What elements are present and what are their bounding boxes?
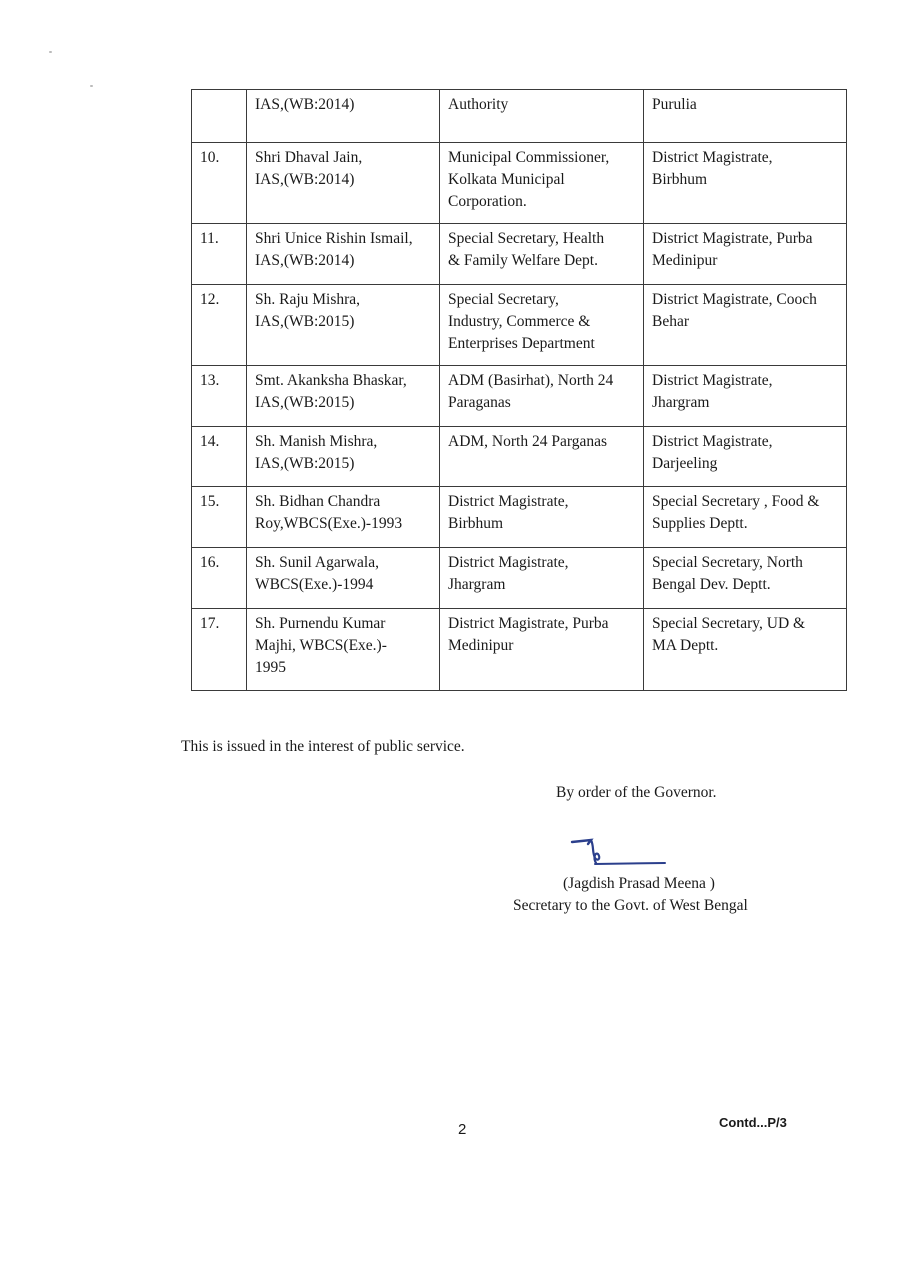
cell-text-line: IAS,(WB:2015)	[255, 455, 355, 472]
present-posting-cell	[440, 143, 644, 224]
new-posting-cell	[644, 224, 847, 285]
scan-speck	[90, 85, 93, 87]
cell-text-line: District Magistrate, Cooch	[652, 291, 817, 308]
present-posting-cell	[440, 427, 644, 487]
officer-name-cell	[247, 427, 440, 487]
officer-name-cell	[247, 143, 440, 224]
present-posting-cell	[440, 285, 644, 366]
cell-text-line: Enterprises Department	[448, 335, 595, 352]
cell-text-line: Shri Unice Rishin Ismail,	[255, 230, 413, 247]
officer-name-cell	[247, 548, 440, 609]
cell-text-line: Sh. Manish Mishra,	[255, 433, 378, 450]
new-posting-cell	[644, 427, 847, 487]
serial-number: 14.	[200, 433, 220, 450]
new-posting-cell	[644, 285, 847, 366]
table-row	[192, 609, 847, 691]
cell-text-line: Special Secretary, Health	[448, 230, 605, 247]
table-row	[192, 548, 847, 609]
serial-number-cell	[192, 90, 247, 143]
table-row	[192, 224, 847, 285]
cell-text-line: ADM, North 24 Parganas	[448, 433, 608, 450]
cell-text-line: Special Secretary , Food &	[652, 493, 820, 510]
page-number: 2	[458, 1121, 467, 1138]
present-posting-cell	[440, 487, 644, 548]
cell-text-line: MA Deptt.	[652, 637, 719, 654]
serial-number: 12.	[200, 291, 220, 308]
cell-text-line: IAS,(WB:2015)	[255, 394, 355, 411]
cell-text-line: Purulia	[652, 96, 697, 113]
serial-number: 15.	[200, 493, 220, 510]
new-posting-cell	[644, 143, 847, 224]
table-row	[192, 366, 847, 427]
cell-text-line: District Magistrate,	[448, 493, 569, 510]
cell-text-line: Corporation.	[448, 193, 527, 210]
cell-text-line: ADM (Basirhat), North 24	[448, 372, 614, 389]
serial-number: 11.	[200, 230, 219, 247]
cell-text-line: & Family Welfare Dept.	[448, 252, 598, 269]
new-posting-cell	[644, 366, 847, 427]
serial-number-cell	[192, 366, 247, 427]
cell-text-line: Behar	[652, 313, 690, 330]
serial-number: 10.	[200, 149, 220, 166]
posting-table	[191, 89, 847, 691]
table-row	[192, 285, 847, 366]
cell-text-line: Sh. Sunil Agarwala,	[255, 554, 379, 571]
cell-text-line: Kolkata Municipal	[448, 171, 565, 188]
present-posting-cell	[440, 366, 644, 427]
posting-table-body	[192, 90, 847, 691]
continued-note: Contd...P/3	[719, 1115, 787, 1130]
serial-number: 16.	[200, 554, 220, 571]
cell-text-line: Sh. Raju Mishra,	[255, 291, 361, 308]
cell-text-line: Majhi, WBCS(Exe.)-	[255, 637, 387, 654]
table-row	[192, 143, 847, 224]
cell-text-line: IAS,(WB:2014)	[255, 252, 355, 269]
new-posting-cell	[644, 487, 847, 548]
cell-text-line: Paraganas	[448, 394, 511, 411]
cell-text-line: WBCS(Exe.)-1994	[255, 576, 374, 593]
cell-text-line: Special Secretary, UD &	[652, 615, 806, 632]
signature	[565, 832, 675, 872]
serial-number-cell	[192, 548, 247, 609]
scan-speck	[49, 51, 52, 53]
officer-name-cell	[247, 90, 440, 143]
cell-text-line: District Magistrate,	[652, 372, 773, 389]
cell-text-line: IAS,(WB:2015)	[255, 313, 355, 330]
cell-text-line: Jhargram	[652, 394, 710, 411]
cell-text-line: District Magistrate,	[652, 149, 773, 166]
serial-number-cell	[192, 224, 247, 285]
public-service-note: This is issued in the interest of public service.	[181, 738, 465, 755]
table-row	[192, 487, 847, 548]
table-row	[192, 427, 847, 487]
cell-text-line: Special Secretary, North	[652, 554, 803, 571]
cell-text-line: Jhargram	[448, 576, 506, 593]
officer-name-cell	[247, 487, 440, 548]
cell-text-line: District Magistrate, Purba	[448, 615, 609, 632]
cell-text-line: Sh. Bidhan Chandra	[255, 493, 381, 510]
present-posting-cell	[440, 90, 644, 143]
table-row	[192, 90, 847, 143]
cell-text-line: Sh. Purnendu Kumar	[255, 615, 386, 632]
new-posting-cell	[644, 609, 847, 691]
cell-text-line: District Magistrate, Purba	[652, 230, 813, 247]
cell-text-line: Birbhum	[448, 515, 504, 532]
cell-text-line: Medinipur	[652, 252, 718, 269]
cell-text-line: 1995	[255, 659, 286, 676]
cell-text-line: IAS,(WB:2014)	[255, 96, 355, 113]
officer-name-cell	[247, 609, 440, 691]
present-posting-cell	[440, 224, 644, 285]
cell-text-line: District Magistrate,	[448, 554, 569, 571]
signatory-title: Secretary to the Govt. of West Bengal	[513, 897, 748, 914]
serial-number-cell	[192, 487, 247, 548]
cell-text-line: District Magistrate,	[652, 433, 773, 450]
cell-text-line: Medinipur	[448, 637, 514, 654]
cell-text-line: Shri Dhaval Jain,	[255, 149, 363, 166]
cell-text-line: Roy,WBCS(Exe.)-1993	[255, 515, 403, 532]
present-posting-cell	[440, 548, 644, 609]
cell-text-line: Municipal Commissioner,	[448, 149, 610, 166]
cell-text-line: IAS,(WB:2014)	[255, 171, 355, 188]
serial-number-cell	[192, 143, 247, 224]
serial-number-cell	[192, 609, 247, 691]
cell-text-line: Authority	[448, 96, 509, 113]
cell-text-line: Industry, Commerce &	[448, 313, 591, 330]
cell-text-line: Birbhum	[652, 171, 708, 188]
serial-number: 17.	[200, 615, 220, 632]
new-posting-cell	[644, 548, 847, 609]
serial-number: 13.	[200, 372, 220, 389]
signatory-name: (Jagdish Prasad Meena )	[563, 875, 715, 892]
serial-number-cell	[192, 427, 247, 487]
new-posting-cell	[644, 90, 847, 143]
cell-text-line: Smt. Akanksha Bhaskar,	[255, 372, 407, 389]
cell-text-line: Special Secretary,	[448, 291, 559, 308]
cell-text-line: Supplies Deptt.	[652, 515, 748, 532]
cell-text-line: Bengal Dev. Deptt.	[652, 576, 771, 593]
serial-number-cell	[192, 285, 247, 366]
order-line: By order of the Governor.	[556, 784, 717, 801]
officer-name-cell	[247, 224, 440, 285]
cell-text-line: Darjeeling	[652, 455, 718, 472]
officer-name-cell	[247, 285, 440, 366]
present-posting-cell	[440, 609, 644, 691]
officer-name-cell	[247, 366, 440, 427]
